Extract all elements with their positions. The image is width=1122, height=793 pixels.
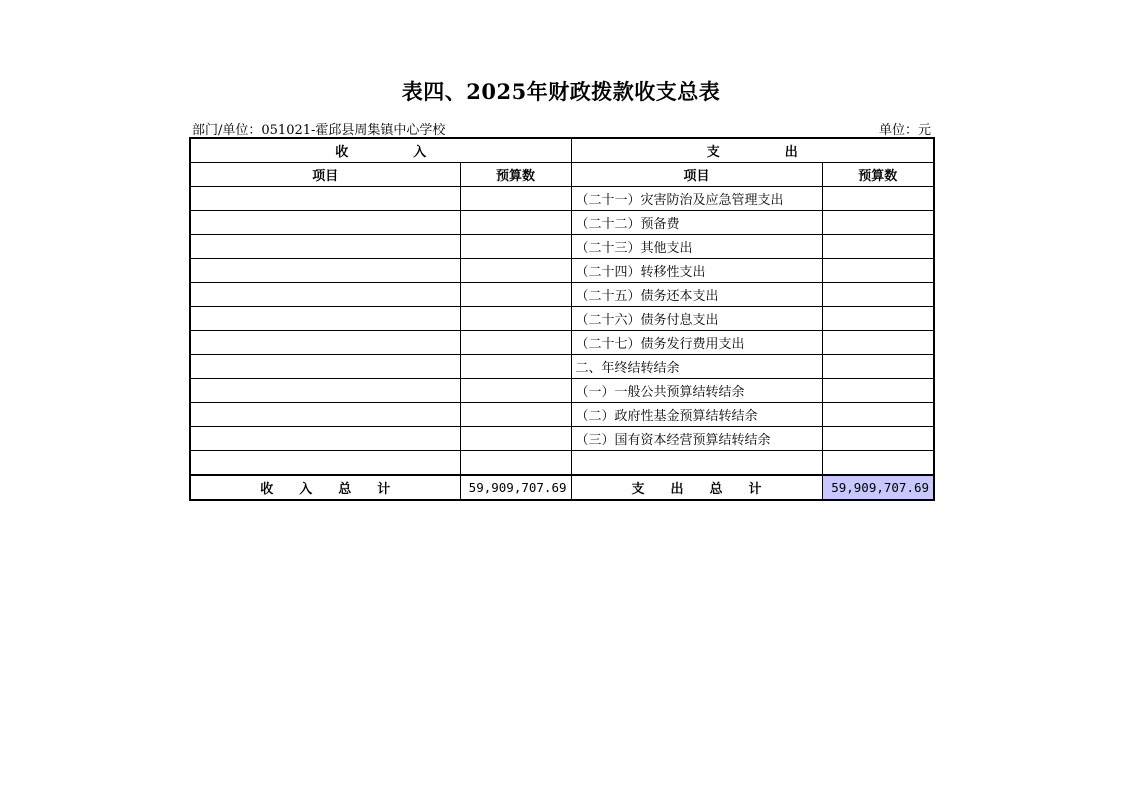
- table-row: [190, 331, 934, 355]
- income-item-cell: [190, 307, 460, 331]
- expense-amount-cell: [822, 331, 934, 355]
- table-row: [190, 427, 934, 451]
- table-row: [190, 307, 934, 331]
- income-amount-cell: [460, 283, 571, 307]
- page-title: 表四、2025年财政拨款收支总表: [401, 79, 721, 104]
- expense-item-cell: （二十三）其他支出: [571, 235, 822, 259]
- table-row: [190, 211, 934, 235]
- expense-total-label: 支 出 总 计: [571, 475, 822, 500]
- expense-item-cell: （二）政府性基金预算结转结余: [571, 403, 822, 427]
- income-amount-cell: [460, 427, 571, 451]
- expense-item-cell: （二十六）债务付息支出: [571, 307, 822, 331]
- expense-header: 支 出: [571, 138, 934, 163]
- income-total-value: 59,909,707.69: [460, 475, 571, 500]
- income-item-header: 项目: [190, 163, 460, 187]
- expense-item-cell: （三）国有资本经营预算结转结余: [571, 427, 822, 451]
- expense-amount-cell: [822, 187, 934, 211]
- section-header-row: [190, 138, 934, 163]
- expense-amount-cell: [822, 403, 934, 427]
- income-header: 收 入: [190, 138, 571, 163]
- expense-item-header: 项目: [571, 163, 822, 187]
- expense-amount-cell: [822, 427, 934, 451]
- expense-amount-cell: [822, 259, 934, 283]
- income-amount-cell: [460, 187, 571, 211]
- finance-table: [189, 137, 935, 501]
- income-item-cell: [190, 427, 460, 451]
- column-header-row: [190, 163, 934, 187]
- income-amount-cell: [460, 259, 571, 283]
- table-row: [190, 187, 934, 211]
- expense-item-cell: （二十二）预备费: [571, 211, 822, 235]
- expense-item-cell: 二、年终结转结余: [571, 355, 822, 379]
- expense-amount-cell: [822, 211, 934, 235]
- expense-item-cell: （二十五）债务还本支出: [571, 283, 822, 307]
- income-item-cell: [190, 235, 460, 259]
- income-item-cell: [190, 283, 460, 307]
- expense-total-value: 59,909,707.69: [822, 475, 934, 500]
- income-amount-header: 预算数: [460, 163, 571, 187]
- totals-row: [190, 475, 934, 500]
- expense-amount-cell: [822, 379, 934, 403]
- income-amount-cell: [460, 379, 571, 403]
- income-item-cell: [190, 379, 460, 403]
- income-amount-cell: [460, 235, 571, 259]
- expense-item-cell: [571, 451, 822, 476]
- table-row: [190, 403, 934, 427]
- expense-amount-cell: [822, 451, 934, 476]
- expense-amount-header: 预算数: [822, 163, 934, 187]
- expense-amount-cell: [822, 307, 934, 331]
- income-amount-cell: [460, 211, 571, 235]
- income-item-cell: [190, 355, 460, 379]
- department-label: 部门/单位：051021-霍邱县周集镇中心学校: [192, 123, 446, 138]
- expense-item-cell: （二十四）转移性支出: [571, 259, 822, 283]
- income-amount-cell: [460, 403, 571, 427]
- table-row: [190, 355, 934, 379]
- income-item-cell: [190, 211, 460, 235]
- income-amount-cell: [460, 307, 571, 331]
- table-row: [190, 235, 934, 259]
- income-total-label: 收 入 总 计: [190, 475, 460, 500]
- expense-amount-cell: [822, 283, 934, 307]
- table-row: [190, 283, 934, 307]
- expense-item-cell: （二十七）债务发行费用支出: [571, 331, 822, 355]
- expense-amount-cell: [822, 355, 934, 379]
- income-item-cell: [190, 331, 460, 355]
- table-row: [190, 451, 934, 476]
- expense-amount-cell: [822, 235, 934, 259]
- income-item-cell: [190, 403, 460, 427]
- income-amount-cell: [460, 355, 571, 379]
- expense-item-cell: （二十一）灾害防治及应急管理支出: [571, 187, 822, 211]
- income-item-cell: [190, 451, 460, 476]
- income-amount-cell: [460, 451, 571, 476]
- expense-item-cell: （一）一般公共预算结转结余: [571, 379, 822, 403]
- income-item-cell: [190, 187, 460, 211]
- income-amount-cell: [460, 331, 571, 355]
- income-item-cell: [190, 259, 460, 283]
- unit-label: 单位：元: [878, 123, 931, 138]
- table-row: [190, 259, 934, 283]
- table-row: [190, 379, 934, 403]
